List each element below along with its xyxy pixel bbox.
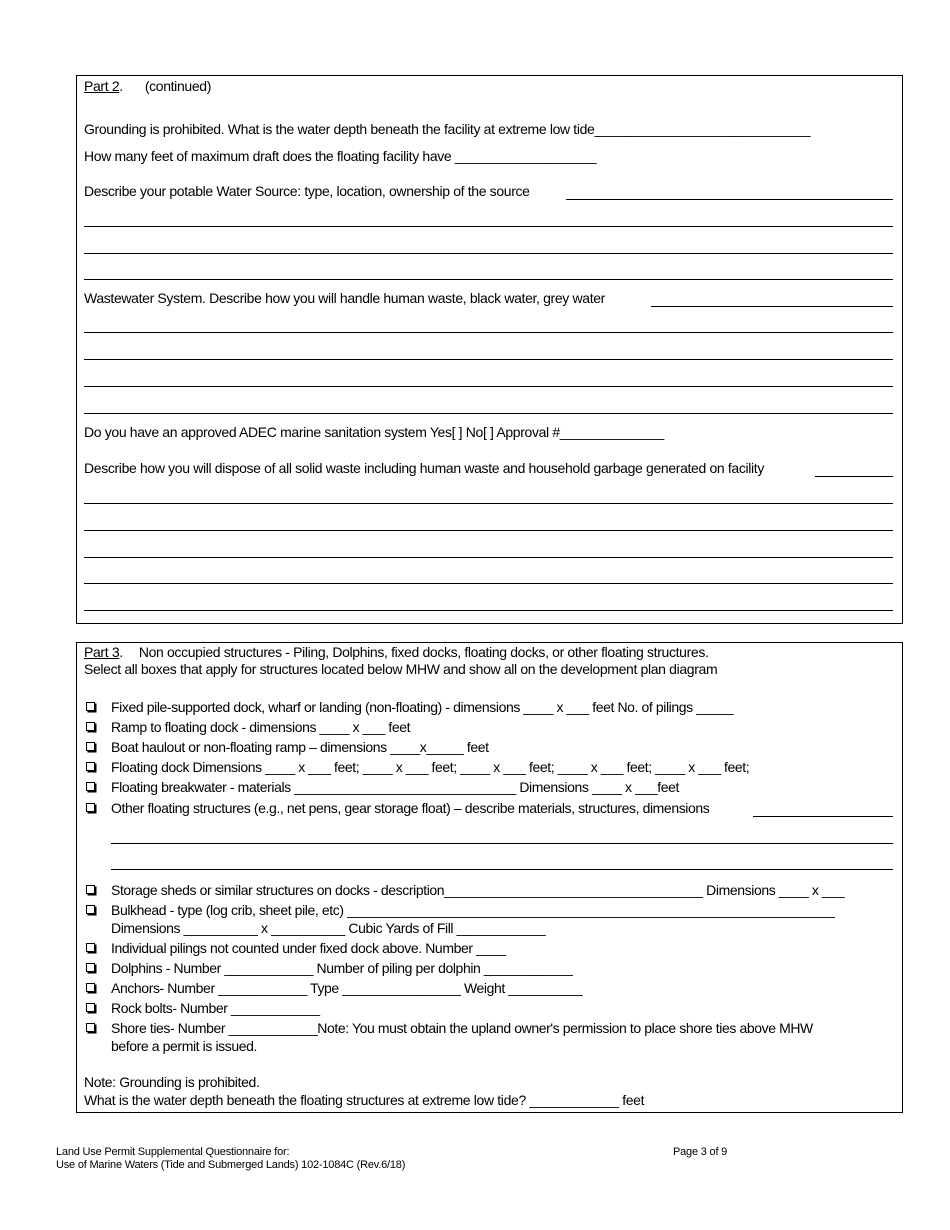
- checkbox-ramp[interactable]: [86, 722, 95, 731]
- item-boat-haulout: Boat haulout or non-floating ramp – dimensions ____x_____ feet: [111, 739, 489, 755]
- wastewater-answer-line-5[interactable]: [84, 413, 893, 414]
- checkbox-storage-sheds[interactable]: [86, 885, 95, 894]
- item-shore-ties-continued: before a permit is issued.: [111, 1038, 258, 1054]
- water-source-answer-line-2[interactable]: [84, 226, 893, 227]
- grounding-note: Note: Grounding is prohibited.: [84, 1074, 260, 1090]
- part2-heading: Part 2: [84, 78, 120, 94]
- part2-continued: (continued): [144, 78, 212, 94]
- item-floating-dock: Floating dock Dimensions ____ x ___ feet; ____ x ___ feet; ____ x ___ feet; ____ x ___ feet; ____ x ___ feet;: [111, 759, 750, 775]
- part3-heading: Part 3: [84, 644, 120, 660]
- checkbox-fixed-dock[interactable]: [86, 702, 95, 711]
- water-source-answer-line-1[interactable]: [566, 199, 893, 200]
- other-floating-answer-line-2[interactable]: [111, 843, 893, 844]
- depth-question: What is the water depth beneath the floating structures at extreme low tide? ____________ feet: [84, 1092, 645, 1108]
- part3-instruction: Select all boxes that apply for structures located below MHW and show all on the development plan diagram: [84, 661, 718, 677]
- part2-heading-row: [84, 78, 211, 95]
- draft-question: How many feet of maximum draft does the floating facility have ___________________: [84, 148, 597, 164]
- part2-heading-suffix: .: [119, 78, 123, 94]
- item-storage-sheds: Storage sheds or similar structures on docks - description___________________________________ Dimensions ____ x ___: [111, 882, 845, 898]
- item-other-floating: Other floating structures (e.g., net pens, gear storage float) – describe materials, structures, dimensions: [111, 800, 710, 816]
- checkbox-bulkhead[interactable]: [86, 905, 95, 914]
- solid-waste-answer-line-2[interactable]: [84, 503, 893, 504]
- other-floating-answer-line-1[interactable]: [753, 816, 893, 817]
- checkbox-rock-bolts[interactable]: [86, 1003, 95, 1012]
- water-source-answer-line-4[interactable]: [84, 279, 893, 280]
- checkbox-other-floating[interactable]: [86, 803, 95, 812]
- solid-waste-question: Describe how you will dispose of all solid waste including human waste and household garbage generated on facility: [84, 460, 764, 476]
- part3-title: Non occupied structures - Piling, Dolphins, fixed docks, floating docks, or other floating structures.: [138, 644, 709, 660]
- item-ramp: Ramp to floating dock - dimensions ____ x ___ feet: [111, 719, 411, 735]
- wastewater-answer-line-1[interactable]: [651, 306, 893, 307]
- checkbox-floating-dock[interactable]: [86, 762, 95, 771]
- item-bulkhead-dimensions: Dimensions __________ x __________ Cubic Yards of Fill ____________: [111, 920, 546, 936]
- wastewater-answer-line-4[interactable]: [84, 386, 893, 387]
- footer-form-number: Use of Marine Waters (Tide and Submerged Lands) 102-1084C (Rev.6/18): [56, 1159, 406, 1171]
- item-shore-ties: Shore ties- Number ____________Note: You must obtain the upland owner's permission to place shore ties above MHW: [111, 1020, 813, 1036]
- wastewater-answer-line-2[interactable]: [84, 332, 893, 333]
- solid-waste-answer-line-4[interactable]: [84, 557, 893, 558]
- item-individual-pilings: Individual pilings not counted under fixed dock above. Number ____: [111, 940, 506, 956]
- checkbox-shore-ties[interactable]: [86, 1023, 95, 1032]
- footer-page-number: Page 3 of 9: [673, 1146, 728, 1158]
- solid-waste-answer-line-3[interactable]: [84, 530, 893, 531]
- checkbox-boat-haulout[interactable]: [86, 742, 95, 751]
- part3-heading-suffix: .: [119, 644, 123, 660]
- checkbox-floating-breakwater[interactable]: [86, 782, 95, 791]
- solid-waste-answer-line-1[interactable]: [815, 476, 893, 477]
- checkbox-anchors[interactable]: [86, 983, 95, 992]
- checkbox-dolphins[interactable]: [86, 963, 95, 972]
- item-bulkhead: Bulkhead - type (log crib, sheet pile, etc) __________________________________________________________________: [111, 902, 835, 918]
- checkbox-individual-pilings[interactable]: [86, 943, 95, 952]
- adec-question: Do you have an approved ADEC marine sanitation system Yes[ ] No[ ] Approval #______________: [84, 424, 664, 440]
- other-floating-answer-line-3[interactable]: [111, 869, 893, 870]
- item-anchors: Anchors- Number ____________ Type ________________ Weight __________: [111, 980, 583, 996]
- wastewater-answer-line-3[interactable]: [84, 359, 893, 360]
- part3-heading-row: [84, 644, 709, 661]
- solid-waste-answer-line-6[interactable]: [84, 610, 893, 611]
- item-rock-bolts: Rock bolts- Number ____________: [111, 1000, 320, 1016]
- grounding-question: Grounding is prohibited. What is the water depth beneath the facility at extreme low tide_____________________________: [84, 121, 811, 137]
- item-dolphins: Dolphins - Number ____________ Number of piling per dolphin ____________: [111, 960, 573, 976]
- item-fixed-dock: Fixed pile-supported dock, wharf or landing (non-floating) - dimensions ____ x ___ feet No. of pilings _____: [111, 699, 734, 715]
- footer-form-title: Land Use Permit Supplemental Questionnaire for:: [56, 1146, 290, 1158]
- water-source-answer-line-3[interactable]: [84, 253, 893, 254]
- solid-waste-answer-line-5[interactable]: [84, 583, 893, 584]
- wastewater-question: Wastewater System. Describe how you will handle human waste, black water, grey water: [84, 290, 605, 306]
- item-floating-breakwater: Floating breakwater - materials ______________________________ Dimensions ____ x ___feet: [111, 779, 680, 795]
- water-source-question: Describe your potable Water Source: type, location, ownership of the source: [84, 183, 530, 199]
